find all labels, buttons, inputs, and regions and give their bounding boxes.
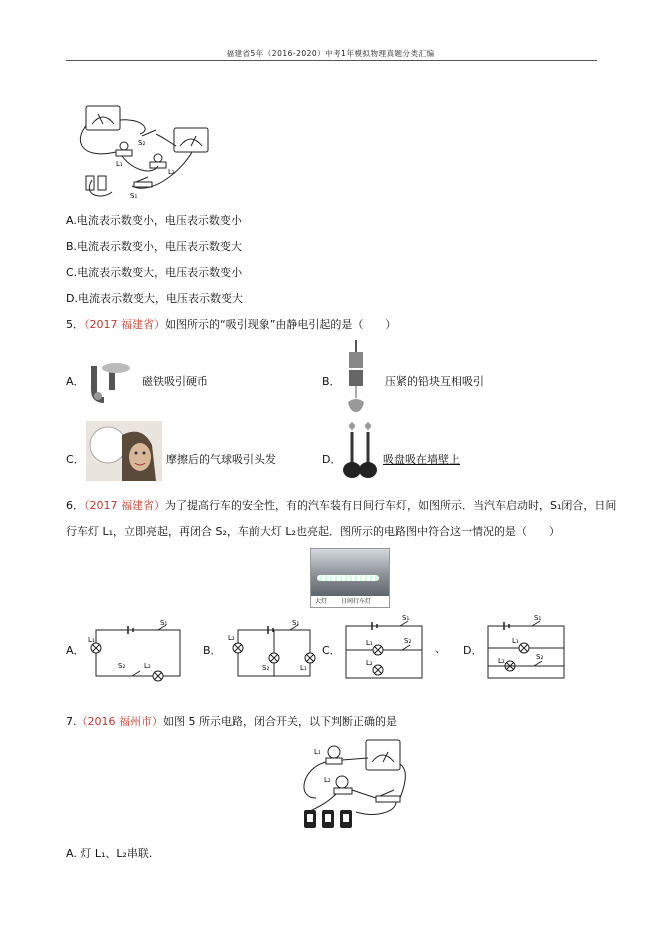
q6-caption-drl: 日间行车灯 <box>340 598 371 605</box>
q6-b-l2: L₂ <box>228 634 235 642</box>
q6-b-s1: S₁ <box>292 619 300 627</box>
q4-option-a-text: 电流表示数变小，电压表示数变小 <box>76 214 242 227</box>
q6-option-b-label: B． <box>203 644 222 657</box>
q5-option-d-text: 吸盘吸在墙壁上 <box>383 453 460 466</box>
q4-option-b-label: B. <box>66 240 78 253</box>
q6-a-s1: S₁ <box>160 619 168 627</box>
q6-a-l2: L₂ <box>144 662 151 670</box>
q6-b-l1: L₁ <box>300 664 307 672</box>
q7-source: （2016 福州市） <box>76 715 163 728</box>
q7-label-l1: L₁ <box>314 748 321 756</box>
q6-circuit-c <box>342 616 426 682</box>
q5-option-c-label: C． <box>66 453 85 466</box>
q6-d-l2: L₂ <box>498 657 505 665</box>
q4-option-d <box>66 290 243 306</box>
q4-option-a <box>66 212 242 228</box>
q6-d-s2: S₂ <box>536 653 544 661</box>
q4-option-c <box>66 264 242 280</box>
q7-label-l2: L₂ <box>324 776 331 784</box>
q6-stem-text-1: 为了提高行车的安全性，有的汽车装有日间行车灯，如图所示．当汽车启动时，S₁闭合，日间 <box>165 499 617 512</box>
page-header: 福建省5年（2016-2020）中考1年模拟物理真题分类汇编 <box>226 49 435 58</box>
q6-a-l1: L₁ <box>88 636 95 644</box>
q6-car-photo <box>310 548 390 608</box>
q7-stem-text: 如图 5 所示电路，闭合开关，以下判断正确的是 <box>163 715 397 728</box>
q4-label-l1: L₁ <box>116 160 123 168</box>
q6-option-c-label: C． <box>322 644 341 657</box>
q7-option-a: A. 灯 L₁、L₂串联. <box>66 847 153 860</box>
q5-option-a-label: A． <box>66 375 85 388</box>
q7-number: 7. <box>66 715 77 728</box>
header-rule <box>66 60 597 61</box>
q5-option-c-text: 摩擦后的气球吸引头发 <box>166 453 276 466</box>
q4-label-l2: L₂ <box>168 168 175 176</box>
q7-circuit-figure <box>296 738 408 832</box>
q6-d-s1: S₁ <box>534 614 542 622</box>
q6-stray-mark: 、 <box>435 642 446 655</box>
q6-circuit-a <box>88 619 184 682</box>
q5-stem-text: 如图所示的“吸引现象”由静电引起的是（ ） <box>165 318 397 331</box>
q6-a-s2: S₂ <box>118 662 126 670</box>
q6-c-s2: S₂ <box>404 637 412 645</box>
q4-option-d-text: 电流表示数变大，电压表示数变大 <box>77 292 243 305</box>
q4-option-a-label: A. <box>66 214 77 227</box>
q5-source: （2017 福建省） <box>84 318 165 331</box>
q5-option-a-text: 磁铁吸引硬币 <box>142 375 208 388</box>
q5-magnet-image <box>86 360 132 404</box>
q6-c-l2: L₂ <box>366 659 373 667</box>
q6-c-l1: L₁ <box>366 639 373 647</box>
q6-stem-line2: 行车灯 L₁，立即亮起，再闭合 S₂，车前大灯 L₂也亮起．图所示的电路图中符合这一情况的是（ ） <box>66 525 560 538</box>
q6-b-s2: S₂ <box>262 664 270 672</box>
q5-option-d-label: D． <box>322 453 342 466</box>
q4-circuit-figure <box>72 100 212 208</box>
q5-number: 5． <box>66 318 84 331</box>
q4-label-s1: S₁ <box>130 192 138 200</box>
q4-option-c-text: 电流表示数变大，电压表示数变小 <box>77 266 243 279</box>
q6-source: （2017 福建省） <box>84 499 165 512</box>
q5-balloon-hair-image <box>86 421 162 481</box>
q6-option-a-label: A． <box>66 644 85 657</box>
q5-lead-blocks-image <box>344 340 368 416</box>
daytime-running-light <box>317 575 379 581</box>
q6-d-l1: L₁ <box>512 637 519 645</box>
q5-stem <box>66 316 396 332</box>
q6-photo-caption <box>311 596 389 607</box>
q6-circuit-d <box>484 616 568 682</box>
q5-suction-cup-image <box>340 420 380 484</box>
q4-option-c-label: C. <box>66 266 78 279</box>
q5-option-b-label: B． <box>322 375 341 388</box>
q4-label-s2: S₂ <box>138 139 146 147</box>
q4-option-b-text: 电流表示数变小，电压表示数变大 <box>77 240 243 253</box>
q6-c-s1: S₁ <box>402 614 410 622</box>
q6-caption-headlight: 大灯 <box>315 598 328 605</box>
q6-option-d-label: D． <box>463 644 483 657</box>
q6-number: 6． <box>66 499 84 512</box>
q6-stem-line1 <box>66 497 616 513</box>
q7-stem <box>66 713 397 729</box>
q4-option-d-label: D. <box>66 292 78 305</box>
q5-option-b-text: 压紧的铅块互相吸引 <box>385 375 484 388</box>
q6-circuit-b <box>222 619 318 682</box>
q4-option-b <box>66 238 242 254</box>
